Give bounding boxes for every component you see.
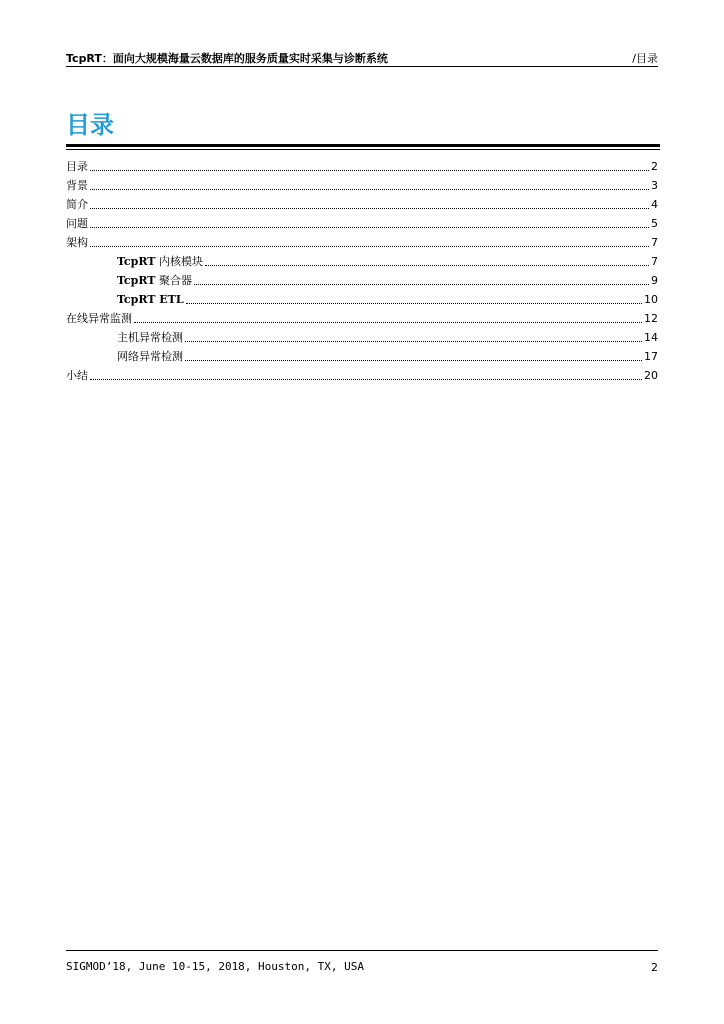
toc-leader-dots xyxy=(90,226,649,228)
toc-leader-dots xyxy=(90,207,649,209)
toc-entry-page: 10 xyxy=(644,293,658,306)
toc-entry-page: 14 xyxy=(644,331,658,344)
footer-rule xyxy=(66,950,658,951)
toc-entry-label: 主机异常检测 xyxy=(117,331,183,344)
header-title: TcpRT：面向大规模海量云数据库的服务质量实时采集与诊断系统 xyxy=(66,52,388,65)
toc-entry-label: 小结 xyxy=(66,369,88,382)
toc-entry-label: 简介 xyxy=(66,198,88,211)
toc-entry-label-bold: TcpRT xyxy=(117,255,156,268)
toc-entry-label: 网络异常检测 xyxy=(117,350,183,363)
toc-entry-label xyxy=(117,292,184,307)
toc-entry-label-rest: 聚合器 xyxy=(155,274,192,287)
toc-leader-dots xyxy=(134,321,642,323)
toc-entry-etl[interactable] xyxy=(66,288,658,307)
toc-entry-label xyxy=(117,254,203,269)
toc-entry-label xyxy=(117,273,192,288)
toc-entry-label: 问题 xyxy=(66,217,88,230)
toc-entry-page: 4 xyxy=(651,198,658,211)
toc-entry-page: 12 xyxy=(644,312,658,325)
toc-entry-aggregator[interactable] xyxy=(66,269,658,288)
toc-leader-dots xyxy=(90,245,649,247)
toc-entry-page: 17 xyxy=(644,350,658,363)
toc-leader-dots xyxy=(90,169,649,171)
toc-entry-label: 目录 xyxy=(66,160,88,173)
toc-entry-host-anomaly[interactable] xyxy=(66,326,658,345)
table-of-contents xyxy=(66,155,658,383)
toc-entry-label: 架构 xyxy=(66,236,88,249)
toc-entry-architecture[interactable] xyxy=(66,231,658,250)
toc-entry-summary[interactable] xyxy=(66,364,658,383)
toc-entry-label-bold: TcpRT xyxy=(117,274,156,287)
toc-entry-introduction[interactable] xyxy=(66,193,658,212)
toc-entry-label: 背景 xyxy=(66,179,88,192)
toc-entry-label: 在线异常监测 xyxy=(66,312,132,325)
header-section: /目录 xyxy=(632,52,658,65)
toc-leader-dots xyxy=(185,340,642,342)
toc-entry-page: 3 xyxy=(651,179,658,192)
footer-conference: SIGMOD’18, June 10-15, 2018, Houston, TX, USA xyxy=(66,960,365,973)
toc-entry-label-rest: 内核模块 xyxy=(155,255,203,268)
toc-leader-dots xyxy=(186,302,642,304)
toc-entry-page: 7 xyxy=(651,236,658,249)
toc-leader-dots xyxy=(90,378,642,380)
toc-leader-dots xyxy=(194,283,649,285)
toc-entry-kernel-module[interactable] xyxy=(66,250,658,269)
toc-entry-background[interactable] xyxy=(66,174,658,193)
toc-entry-online-anomaly[interactable] xyxy=(66,307,658,326)
title-rule-thin xyxy=(66,149,660,150)
toc-entry-page: 7 xyxy=(651,255,658,268)
toc-entry-page: 9 xyxy=(651,274,658,287)
page-title: 目录 xyxy=(66,111,114,139)
toc-entry-network-anomaly[interactable] xyxy=(66,345,658,364)
toc-leader-dots xyxy=(90,188,649,190)
toc-entry-mulu[interactable] xyxy=(66,155,658,174)
running-header xyxy=(66,51,658,67)
toc-entry-page: 20 xyxy=(644,369,658,382)
toc-leader-dots xyxy=(205,264,649,266)
title-rule-thick xyxy=(66,144,660,147)
toc-entry-page: 5 xyxy=(651,217,658,230)
toc-entry-problem[interactable] xyxy=(66,212,658,231)
toc-leader-dots xyxy=(185,359,642,361)
footer-page-number: 2 xyxy=(651,961,658,974)
toc-entry-label-bold: TcpRT ETL xyxy=(117,293,184,306)
toc-entry-page: 2 xyxy=(651,160,658,173)
